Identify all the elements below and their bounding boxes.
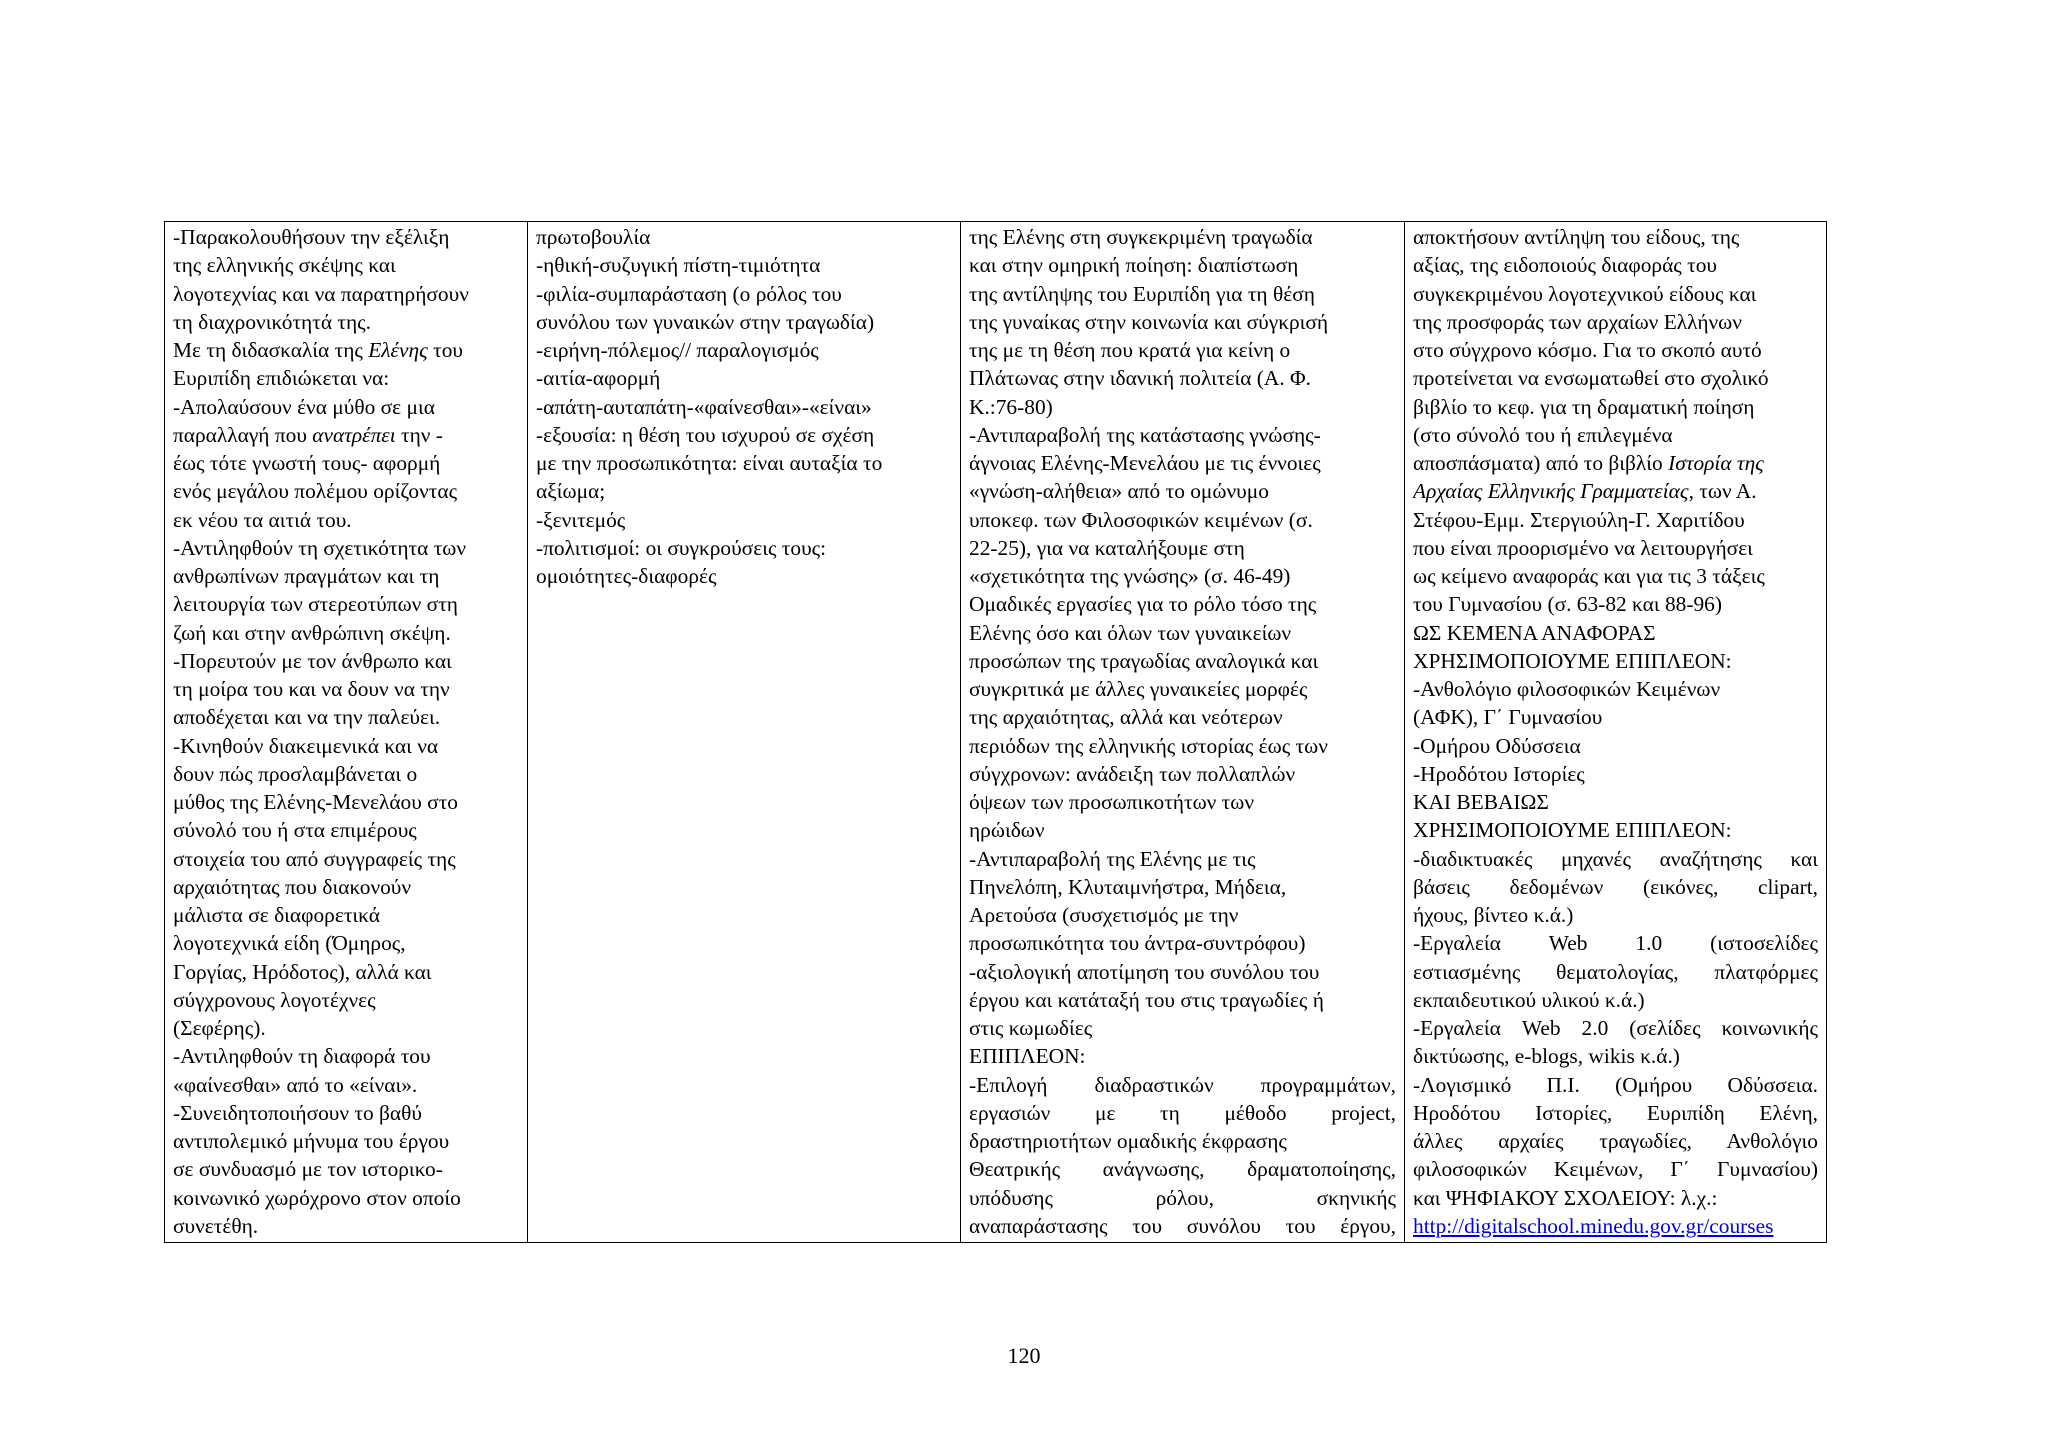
text-line: μύθος της Ελένης-Μενελάου στο (173, 790, 458, 814)
text-line: -Αντιπαραβολή της κατάστασης γνώσης- (969, 422, 1321, 447)
text-line: -Αντιληφθούν τη διαφορά του (173, 1044, 431, 1069)
text-line: του Γυμνασίου (σ. 63-82 και 88-96) (1413, 592, 1722, 617)
text-line: Ομαδικές εργασίες για το ρόλο τόσο της (969, 592, 1317, 617)
text-line: Στέφου-Εμμ. Στεργιούλη-Γ. Χαριτίδου (1413, 507, 1745, 532)
text-line: προσώπων της τραγωδίας αναλογικά και (969, 648, 1319, 673)
text-line: της Ελένης στη συγκεκριμένη τραγωδία (969, 225, 1313, 249)
text-line: -απάτη-αυταπάτη-«φαίνεσθαι»-«είναι» (536, 394, 872, 419)
table-cell-objectives (165, 222, 528, 1243)
text-line: μάλιστα σε διαφορετικά (173, 903, 380, 927)
text-line: 22-25), για να καταλήξουμε στη (969, 535, 1245, 560)
text-line: βάσεις δεδομένων (εικόνες, clipart, (1413, 874, 1818, 899)
text-line: ενός μεγάλου πολέμου ορίζοντας (173, 479, 458, 504)
text-line: (ΑΦΚ), Γ΄ Γυμνασίου (1413, 705, 1603, 730)
text-line: -Λογισμικό Π.Ι. (Ομήρου Οδύσσεια. (1413, 1072, 1818, 1097)
table-row (165, 222, 1827, 1243)
cell-text (536, 223, 952, 1242)
text-line: «γνώση-αλήθεια» από το ομώνυμο (969, 479, 1269, 504)
text-line: της αρχαιότητας, αλλά και νεότερων (969, 705, 1283, 730)
text-line: φιλοσοφικών Κειμένων, Γ΄ Γυμνασίου) (1413, 1157, 1818, 1182)
text-line: της αντίληψης του Ευριπίδη για τη θέση (969, 281, 1315, 306)
text-line: της με τη θέση που κρατά για κείνη ο (969, 338, 1291, 362)
text-line: -ηθική-συζυγική πίστη-τιμιότητα (536, 253, 821, 278)
text-line: -Ομήρου Οδύσσεια (1413, 733, 1581, 758)
text-line: ΧΡΗΣΙΜΟΠΟΙΟΥΜΕ ΕΠΙΠΛΕΟΝ: (1413, 818, 1732, 843)
text-line: σύνολό του ή στα επιμέρους (173, 818, 417, 843)
content-table (164, 221, 1827, 1243)
text-line: έως τότε γνωστή τους- αφορμή (173, 451, 441, 475)
text-line: συνόλου των γυναικών στην τραγωδία) (536, 309, 875, 334)
cell-text (969, 223, 1396, 1242)
table-cell-activities (961, 222, 1405, 1243)
text-line: σε συνδυασμό με τον ιστορικο- (173, 1157, 443, 1182)
text-line: δραστηριοτήτων ομαδικής έκφρασης (969, 1129, 1287, 1153)
text-line: αξίας, της ειδοποιούς διαφοράς του (1413, 253, 1718, 278)
text-line: άλλες αρχαίες τραγωδίες, Ανθολόγιο (1413, 1129, 1818, 1153)
text-line: Ελένης όσο και όλων των γυναικείων (969, 620, 1292, 645)
text-line: παραλλαγή που ανατρέπει την - (173, 422, 443, 447)
text-line: αποδέχεται και να την παλεύει. (173, 705, 441, 730)
text-line: ΕΠΙΠΛΕΟΝ: (969, 1044, 1086, 1069)
text-line: υπόδυσης ρόλου, σκηνικής (969, 1185, 1396, 1210)
text-line: της ελληνικής σκέψης και (173, 253, 396, 278)
text-line: -αξιολογική αποτίμηση του συνόλου του (969, 959, 1320, 984)
text-line: στις κωμωδίες (969, 1016, 1093, 1040)
text-line: εργασιών με τη μέθοδο project, (969, 1100, 1396, 1125)
text-line: αντιπολεμικό μήνυμα του έργου (173, 1129, 450, 1153)
text-line: υποκεφ. των Φιλοσοφικών κειμένων (σ. (969, 507, 1313, 532)
text-line: -Επιλογή διαδραστικών προγραμμάτων, (969, 1072, 1396, 1097)
text-line: συγκεκριμένου λογοτεχνικού είδους και (1413, 281, 1757, 306)
text-line: -ειρήνη-πόλεμος// παραλογισμός (536, 338, 819, 362)
text-line: με την προσωπικότητα: είναι αυταξία το (536, 451, 883, 475)
text-line: ηρώιδων (969, 818, 1045, 843)
text-line: λειτουργία των στερεοτύπων στη (173, 592, 458, 617)
text-line: όψεων των προσωπικοτήτων των (969, 790, 1255, 814)
text-line: έργου και κατάταξή του στις τραγωδίες ή (969, 987, 1324, 1012)
text-line: -αιτία-αφορμή (536, 366, 661, 391)
text-line: αξίωμα; (536, 479, 606, 504)
text-line: δικτύωσης, e-blogs, wikis κ.ά.) (1413, 1044, 1680, 1069)
text-line: Πηνελόπη, Κλυταιμνήστρα, Μήδεια, (969, 874, 1287, 899)
digitalschool-link[interactable]: http://digitalschool.minedu.gov.gr/courses (1413, 1213, 1774, 1238)
text-line: στο σύγχρονο κόσμο. Για το σκοπό αυτό (1413, 338, 1762, 362)
text-line: ΩΣ ΚΕΜΕΝΑ ΑΝΑΦΟΡΑΣ (1413, 620, 1656, 645)
text-line: εστιασμένης θεματολογίας, πλατφόρμες (1413, 959, 1818, 984)
text-line: (στο σύνολό του ή επιλεγμένα (1413, 422, 1673, 447)
text-line: συγκριτικά με άλλες γυναικείες μορφές (969, 677, 1308, 701)
text-line: Θεατρικής ανάγνωσης, δραματοποίησης, (969, 1157, 1396, 1182)
text-line: «σχετικότητα της γνώσης» (σ. 46-49) (969, 564, 1291, 588)
text-line: περιόδων της ελληνικής ιστορίας έως των (969, 733, 1328, 758)
text-line: της γυναίκας στην κοινωνία και σύγκρισή (969, 309, 1329, 334)
text-line: που είναι προορισμένο να λειτουργήσει (1413, 535, 1753, 560)
text-line: βιβλίο το κεφ. για τη δραματική ποίηση (1413, 394, 1755, 419)
text-line: πρωτοβουλία (536, 225, 651, 249)
text-line: -Ανθολόγιο φιλοσοφικών Κειμένων (1413, 677, 1721, 701)
text-line: δουν πώς προσλαμβάνεται ο (173, 761, 418, 786)
text-line: -Κινηθούν διακειμενικά και να (173, 733, 439, 758)
text-line: Ευριπίδη επιδιώκεται να: (173, 366, 390, 391)
italic-text: Ελένης (368, 338, 428, 362)
text-line: Πλάτωνας στην ιδανική πολιτεία (Α. Φ. (969, 366, 1312, 391)
text-line: και στην ομηρική ποίηση: διαπίστωση (969, 253, 1299, 278)
text-line: και ΨΗΦΙΑΚΟΥ ΣΧΟΛΕΙΟΥ: λ.χ.: (1413, 1185, 1718, 1210)
cell-text (173, 223, 519, 1242)
text-line: αποκτήσουν αντίληψη του είδους, της (1413, 225, 1740, 249)
text-line: αποσπάσματα) από το βιβλίο Ιστορία της (1413, 451, 1764, 475)
text-line: -Αντιληφθούν τη σχετικότητα των (173, 535, 467, 560)
text-line: εκπαιδευτικού υλικού κ.ά.) (1413, 987, 1645, 1012)
text-line: της προσφοράς των αρχαίων Ελλήνων (1413, 309, 1742, 334)
text-line: -διαδικτυακές μηχανές αναζήτησης και (1413, 846, 1818, 871)
text-line: -Παρακολουθήσουν την εξέλιξη (173, 225, 450, 249)
italic-text: Αρχαίας Ελληνικής Γραμματείας (1413, 479, 1689, 504)
text-line: συνετέθη. (173, 1213, 259, 1238)
table-cell-resources (1405, 222, 1827, 1243)
text-line: -φιλία-συμπαράσταση (ο ρόλος του (536, 281, 842, 306)
text-line: εκ νέου τα αιτιά του. (173, 507, 352, 532)
text-line: αρχαιότητας που διακονούν (173, 874, 412, 899)
text-line: ΧΡΗΣΙΜΟΠΟΙΟΥΜΕ ΕΠΙΠΛΕΟΝ: (1413, 648, 1732, 673)
text-line: «φαίνεσθαι» από το «είναι». (173, 1072, 418, 1097)
text-line: προσωπικότητα του άντρα-συντρόφου) (969, 931, 1306, 956)
text-line[interactable] (1413, 1212, 1818, 1240)
text-line: προτείνεται να ενσωματωθεί στο σχολικό (1413, 366, 1769, 391)
text-line: (Σεφέρης). (173, 1016, 266, 1040)
text-line: Αρχαίας Ελληνικής Γραμματείας, των Α. (1413, 479, 1757, 504)
text-line: Με τη διδασκαλία της Ελένης του (173, 338, 463, 362)
text-line: ζωή και στην ανθρώπινη σκέψη. (173, 620, 451, 645)
text-line: Ηροδότου Ιστορίες, Ευριπίδη Ελένη, (1413, 1100, 1818, 1125)
text-line: τη μοίρα του και να δουν να την (173, 677, 450, 701)
text-line: -Συνειδητοποιήσουν το βαθύ (173, 1100, 422, 1125)
text-line: -ξενιτεμός (536, 507, 626, 532)
text-line: -Αντιπαραβολή της Ελένης με τις (969, 846, 1256, 871)
text-line: λογοτεχνίας και να παρατηρήσουν (173, 281, 469, 306)
text-line: -Εργαλεία Web 2.0 (σελίδες κοινωνικής (1413, 1016, 1818, 1040)
text-line: Αρετούσα (συσχετισμός με την (969, 903, 1239, 927)
italic-text: Ιστορία της (1668, 451, 1764, 475)
text-line: ΚΑΙ ΒΕΒΑΙΩΣ (1413, 790, 1549, 814)
text-line: -Ηροδότου Ιστορίες (1413, 761, 1585, 786)
text-line: ανθρωπίνων πραγμάτων και τη (173, 564, 440, 588)
text-line: ήχους, βίντεο κ.ά.) (1413, 903, 1574, 927)
text-line: ομοιότητες-διαφορές (536, 564, 717, 588)
text-line: -πολιτισμοί: οι συγκρούσεις τους: (536, 535, 827, 560)
text-line: σύγχρονων: ανάδειξη των πολλαπλών (969, 761, 1296, 786)
text-line: -Πορευτούν με τον άνθρωπο και (173, 648, 452, 673)
text-line: στοιχεία του από συγγραφείς της (173, 846, 456, 871)
text-line: κοινωνικό χωρόχρονο στον οποίο (173, 1185, 461, 1210)
text-line: -εξουσία: η θέση του ισχυρού σε σχέση (536, 422, 875, 447)
page-number: 120 (1007, 1343, 1041, 1368)
cell-text (1413, 223, 1818, 1242)
text-line: αναπαράστασης του συνόλου του έργου, (969, 1213, 1396, 1238)
text-line: -Απολαύσουν ένα μύθο σε μια (173, 394, 435, 419)
italic-text: ανατρέπει (312, 422, 396, 447)
table-cell-concepts (528, 222, 961, 1243)
text-line: Γοργίας, Ηρόδοτος), αλλά και (173, 959, 432, 984)
text-line: άγνοιας Ελένης-Μενελάου με τις έννοιες (969, 451, 1321, 475)
text-line: τη διαχρονικότητά της. (173, 309, 371, 334)
text-line: -Εργαλεία Web 1.0 (ιστοσελίδες (1413, 931, 1818, 956)
text-line: Κ.:76-80) (969, 394, 1053, 419)
text-line: λογοτεχνικά είδη (Όμηρος, (173, 931, 406, 956)
text-line: ως κείμενο αναφοράς και για τις 3 τάξεις (1413, 564, 1765, 588)
text-line: σύγχρονους λογοτέχνες (173, 987, 376, 1012)
